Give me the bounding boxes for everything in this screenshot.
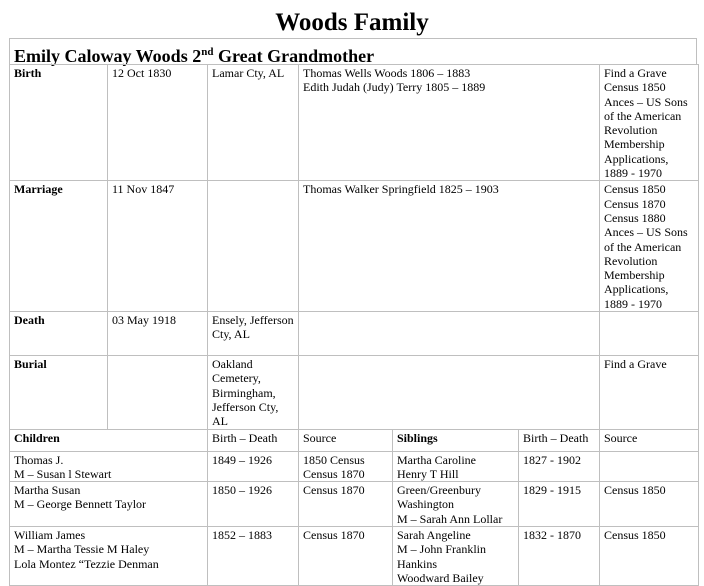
source-item: Census 1870: [303, 466, 365, 481]
child-sources: [299, 482, 393, 527]
event-label: Death: [10, 312, 108, 356]
sibling-source: [600, 451, 699, 482]
child-name: Thomas J.: [14, 452, 64, 467]
child-spouse: Lola Montez “Tezzie Denman: [14, 556, 159, 571]
person-name: Emily Caloway Woods 2: [14, 46, 202, 66]
parent-name: Edith Judah (Judy) Terry 1805 – 1889: [303, 80, 486, 95]
source-item: Census 1870: [303, 483, 365, 498]
event-sources: [600, 312, 699, 356]
sibling-source: Census 1850: [600, 527, 699, 586]
sib-source-header: Source: [600, 429, 699, 451]
spouse-name: Thomas Walker Springfield 1825 – 1903: [303, 182, 499, 197]
child-spouse: M – George Bennett Taylor: [14, 497, 147, 512]
event-date: 12 Oct 1830: [108, 65, 208, 181]
event-place: [208, 181, 299, 312]
source-item: Census 1850: [604, 80, 666, 95]
child-spouse: M – Martha Tessie M Haley: [14, 542, 150, 557]
sibling-cell: [393, 451, 519, 482]
child-years: 1852 – 1883: [208, 527, 299, 586]
event-people: [299, 312, 600, 356]
table-row: [10, 451, 699, 482]
children-header-row: [10, 429, 699, 451]
page-title: Woods Family: [275, 9, 429, 36]
event-people: [299, 181, 600, 312]
source-item: Find a Grave: [604, 66, 667, 80]
child-sources: [299, 451, 393, 482]
event-date: [108, 356, 208, 429]
event-label: Marriage: [10, 181, 108, 312]
event-place: Lamar Cty, AL: [208, 65, 299, 181]
sibling-years: 1832 - 1870: [519, 527, 600, 586]
source-item: Census 1880: [604, 210, 666, 225]
child-name: Martha Susan: [14, 483, 81, 498]
event-people: [299, 356, 600, 429]
event-row-birth: [10, 65, 699, 181]
source-item: Census 1870: [604, 196, 666, 211]
event-place: Ensely, Jefferson Cty, AL: [208, 312, 299, 356]
sibling-cell: [393, 527, 519, 586]
birth-death-header: Birth – Death: [208, 429, 299, 451]
sibling-spouse: M – John Franklin Hankins: [397, 542, 487, 571]
sibling-years: 1827 - 1902: [519, 451, 600, 482]
source-item: Ances – US Sons of the American Revolution Membership Applications, 1889 - 1970: [604, 94, 688, 181]
source-item: 1850 Census: [303, 452, 365, 467]
sib-birth-death-header: Birth – Death: [519, 429, 600, 451]
event-row-marriage: [10, 181, 699, 312]
person-relation: Great Grandmother: [213, 46, 375, 66]
sibling-years: 1829 - 1915: [519, 482, 600, 527]
sibling-source: Census 1850: [600, 482, 699, 527]
siblings-header: Siblings: [393, 429, 519, 451]
sibling-spouse: Woodward Bailey: [397, 570, 484, 585]
table-row: [10, 482, 699, 527]
child-years: 1849 – 1926: [208, 451, 299, 482]
event-people: [299, 65, 600, 181]
parent-name: Thomas Wells Woods 1806 – 1883: [303, 66, 471, 80]
sibling-name: Sarah Angeline: [397, 528, 471, 543]
sibling-cell: [393, 482, 519, 527]
source-item: Find a Grave: [604, 357, 667, 372]
event-sources: [600, 356, 699, 429]
source-item: Census 1850: [604, 182, 666, 197]
event-row-burial: [10, 356, 699, 429]
event-label: Birth: [10, 65, 108, 181]
event-label: Burial: [10, 356, 108, 429]
children-header: Children: [10, 429, 208, 451]
source-header: Source: [299, 429, 393, 451]
child-spouse: M – Susan l Stewart: [14, 466, 112, 481]
sibling-spouse: M – Sarah Ann Lollar: [397, 511, 503, 526]
person-heading: [9, 38, 697, 64]
event-sources: [600, 65, 699, 181]
event-sources: [600, 181, 699, 312]
child-cell: [10, 451, 208, 482]
sibling-name: Green/Greenbury Washington: [397, 483, 481, 512]
sibling-name: Martha Caroline: [397, 452, 476, 467]
family-table: [9, 64, 699, 586]
ordinal-superscript: nd: [201, 46, 214, 58]
event-date: 03 May 1918: [108, 312, 208, 356]
child-sources: [299, 527, 393, 586]
table-row: [10, 527, 699, 586]
child-cell: [10, 482, 208, 527]
source-item: Ances – US Sons of the American Revolution Membership Applications, 1889 - 1970: [604, 225, 688, 311]
sibling-spouse: Henry T Hill: [397, 466, 459, 481]
child-cell: [10, 527, 208, 586]
event-row-death: [10, 312, 699, 356]
child-name: William James: [14, 528, 86, 543]
event-date: 11 Nov 1847: [108, 181, 208, 312]
child-years: 1850 – 1926: [208, 482, 299, 527]
source-item: Census 1870: [303, 528, 365, 543]
event-place: Oakland Cemetery, Birmingham, Jefferson Cty, AL: [208, 356, 299, 429]
